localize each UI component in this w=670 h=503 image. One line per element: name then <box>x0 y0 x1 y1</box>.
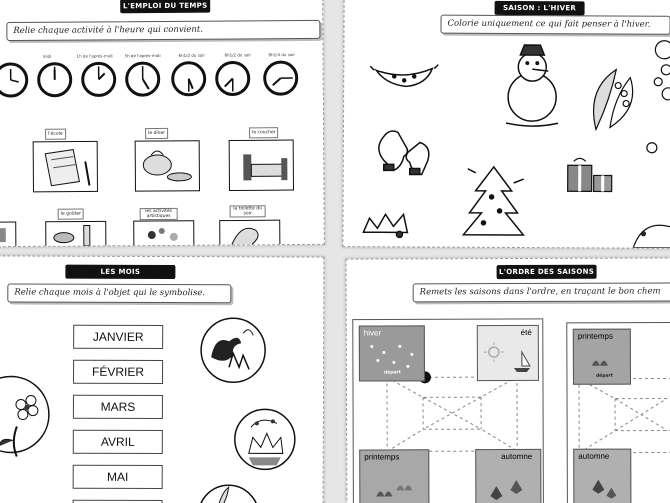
sheet-emploi-du-temps <box>0 0 325 247</box>
time-label: 8h1/2 du soir <box>224 52 251 58</box>
snowman-icon <box>506 45 558 126</box>
season-card-ete <box>477 325 539 381</box>
sheet-title: L'ORDRE DES SAISONS <box>497 265 597 279</box>
sheet-instruction: Relie chaque activité à l'heure qui convient. <box>6 20 320 41</box>
depart-label: départ <box>595 373 613 379</box>
activity-pictures <box>0 140 324 202</box>
activity-label: le goûter <box>58 209 84 220</box>
activity-label: le dîner <box>145 128 168 139</box>
flower-icon <box>0 376 49 456</box>
bed-icon <box>229 140 293 190</box>
beanie-icon <box>633 225 670 248</box>
bubbles-icon <box>647 41 670 153</box>
depart-label: départ <box>383 370 401 376</box>
paint-icon <box>148 231 156 239</box>
month-box: MARS <box>73 395 163 419</box>
bread-icon <box>54 233 74 243</box>
time-label: 6h1/2 du soir <box>178 52 205 58</box>
season-card-printemps <box>573 329 631 385</box>
clock-icon <box>0 64 27 96</box>
sheet-saison-hiver <box>342 0 670 249</box>
activity-pictures-row2 <box>0 220 324 247</box>
cup-icon <box>0 228 6 242</box>
sheet-instruction: Relie chaque mois à l'objet qui le symbolise. <box>7 283 231 303</box>
sheet-instruction: Remets les saisons dans l'ordre, en traçant le bon chem <box>413 282 670 302</box>
mittens-icon <box>379 131 429 175</box>
crown-icon <box>363 214 407 237</box>
leaf-icon <box>476 450 540 503</box>
season-label: printemps <box>577 331 613 341</box>
season-card-hiver <box>359 325 425 381</box>
month-symbols <box>0 256 323 503</box>
lily-of-the-valley-icon <box>593 69 632 129</box>
dinner-icon <box>135 141 199 191</box>
month-box: MAI <box>73 465 163 489</box>
tulip-icon <box>360 450 428 503</box>
time-label: 1h de l'après-midi <box>76 53 113 59</box>
gift-box-icon <box>568 158 612 191</box>
month-box: AVRIL <box>73 430 163 454</box>
clock-icon <box>127 63 159 95</box>
time-label: 8h1/4 du soir <box>268 52 295 58</box>
time-label: midi <box>42 53 52 59</box>
sheet-instruction: Colorie uniquement ce qui fait penser à l'hiver. <box>440 15 670 35</box>
season-label: automne <box>501 451 533 462</box>
leaf-icon <box>574 450 630 503</box>
bird-icon <box>201 318 265 382</box>
lily-icon <box>198 485 258 503</box>
clock-icon <box>173 63 205 95</box>
clock-icon <box>39 64 71 96</box>
clocks-row <box>0 58 323 120</box>
time-label: 5h de l'après-midi <box>124 52 161 59</box>
activity-label: la toilette du soir <box>230 205 266 217</box>
activity-label: les activités artistiques <box>140 208 178 220</box>
sheet-title: L'EMPLOI DU TEMPS <box>120 0 210 13</box>
winter-drawings <box>343 0 670 248</box>
season-card-printemps <box>359 449 429 503</box>
activity-label: le coucher <box>249 127 279 138</box>
season-label: hiver <box>363 328 382 338</box>
season-label: été <box>520 327 532 337</box>
clock-icon <box>83 63 115 95</box>
swimsuit-icon <box>370 64 438 86</box>
clock-icon <box>265 62 297 94</box>
sun-boat-icon <box>478 326 538 380</box>
season-label: printemps <box>364 452 400 462</box>
sheet-les-mois <box>0 255 324 503</box>
sheet-title: LES MOIS <box>65 265 175 279</box>
season-card-automne <box>475 449 541 503</box>
crown-cake-icon <box>235 409 295 469</box>
sheet-title: SAISON : L'HIVER <box>495 1 585 15</box>
month-box: JANVIER <box>73 325 163 349</box>
sheet-ordre-des-saisons <box>346 257 670 503</box>
activity-label: l'école <box>45 129 66 140</box>
christmas-tree-icon <box>463 167 523 235</box>
notebook-icon <box>33 141 97 191</box>
season-label: automne <box>578 451 610 461</box>
season-card-automne <box>573 449 631 503</box>
month-box: FÉVRIER <box>73 360 163 384</box>
clock-icon <box>217 62 249 94</box>
